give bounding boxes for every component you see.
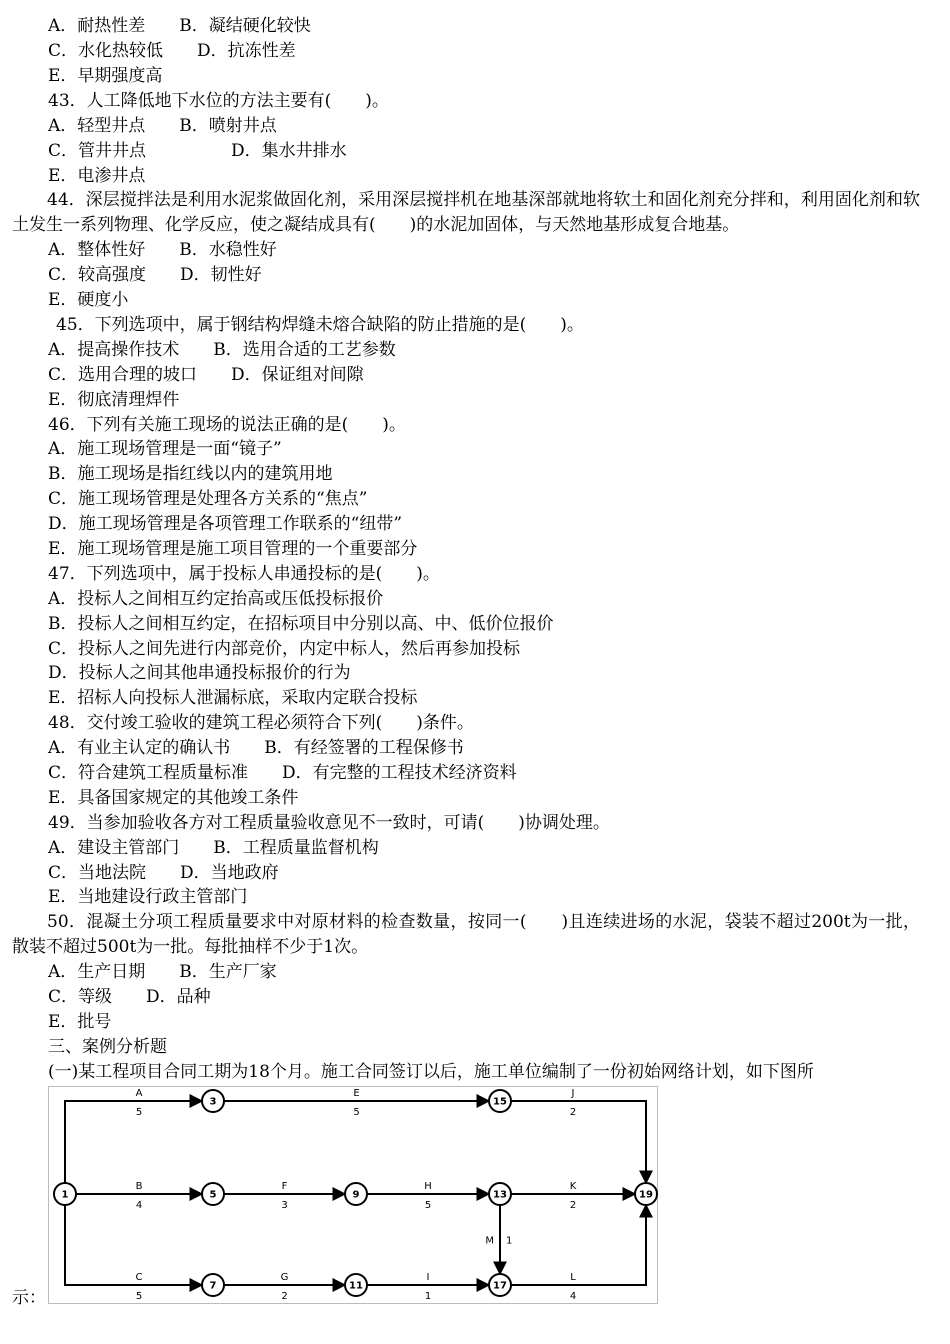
node-number: 15 bbox=[493, 1096, 507, 1108]
text-line: E．电渗井点 bbox=[48, 166, 146, 186]
text-line: A．施工现场管理是一面“镜子” bbox=[48, 439, 282, 459]
activity-label: L bbox=[570, 1272, 576, 1283]
text-line: D．施工现场管理是各项管理工作联系的“纽带” bbox=[48, 514, 403, 534]
activity-duration: 1 bbox=[424, 1291, 432, 1302]
activity-label: J bbox=[571, 1088, 575, 1099]
activity-label: I bbox=[426, 1272, 430, 1283]
node-number: 7 bbox=[209, 1280, 217, 1292]
network-node-9 bbox=[345, 1183, 367, 1205]
text-line: E．硬度小 bbox=[48, 290, 129, 310]
activity-label: F bbox=[281, 1181, 288, 1192]
node-number: 11 bbox=[349, 1280, 363, 1292]
activity-duration: 5 bbox=[135, 1291, 143, 1302]
text-line: A．生产日期 B．生产厂家 bbox=[48, 962, 277, 982]
text-line: C．选用合理的坡口 D．保证组对间隙 bbox=[48, 365, 364, 385]
text-line: 47．下列选项中，属于投标人串通投标的是( )。 bbox=[48, 564, 440, 584]
activity-label: E bbox=[353, 1088, 360, 1099]
node-number: 19 bbox=[639, 1189, 653, 1201]
activity-duration: 4 bbox=[569, 1291, 577, 1302]
text-line: D．投标人之间其他串通投标报价的行为 bbox=[48, 663, 351, 683]
activity-label: B bbox=[135, 1181, 143, 1192]
activity-duration: 2 bbox=[569, 1107, 577, 1118]
activity-duration: 2 bbox=[569, 1200, 577, 1211]
text-line: 三、案例分析题 bbox=[48, 1037, 167, 1057]
activity-duration: 2 bbox=[281, 1291, 288, 1302]
activity-label: G bbox=[280, 1272, 289, 1283]
text-line: A．轻型井点 B．喷射井点 bbox=[48, 116, 277, 136]
text-line: 46．下列有关施工现场的说法正确的是( )。 bbox=[48, 415, 406, 435]
text-line: A．耐热性差 B．凝结硬化较快 bbox=[48, 16, 311, 36]
node-number: 3 bbox=[209, 1096, 217, 1108]
activity-label: A bbox=[135, 1088, 143, 1099]
node-number: 5 bbox=[209, 1189, 217, 1201]
text-line: 48．交付竣工验收的建筑工程必须符合下列( )条件。 bbox=[48, 713, 474, 733]
text-line: C．当地法院 D．当地政府 bbox=[48, 863, 279, 883]
activity-duration: 5 bbox=[424, 1200, 432, 1211]
text-line: 49．当参加验收各方对工程质量验收意见不一致时，可请( )协调处理。 bbox=[48, 813, 610, 833]
activity-arrow-a bbox=[65, 1101, 202, 1183]
text-line: A．整体性好 B．水稳性好 bbox=[48, 240, 277, 260]
text-line: C．水化热较低 D．抗冻性差 bbox=[48, 41, 296, 61]
activity-duration: 4 bbox=[135, 1200, 143, 1211]
text-line: C．较高强度 D．韧性好 bbox=[48, 265, 262, 285]
text-line: A．投标人之间相互约定抬高或压低投标报价 bbox=[48, 589, 384, 609]
network-diagram-svg bbox=[48, 1086, 658, 1304]
text-line: E．批号 bbox=[48, 1012, 112, 1032]
node-number: 13 bbox=[493, 1189, 507, 1201]
text-line: 45．下列选项中，属于钢结构焊缝未熔合缺陷的防止措施的是( )。 bbox=[56, 315, 584, 335]
activity-duration: 3 bbox=[281, 1200, 288, 1211]
node-number: 17 bbox=[493, 1280, 507, 1292]
text-line: E．具备国家规定的其他竣工条件 bbox=[48, 788, 299, 808]
text-line: 示： bbox=[12, 1288, 46, 1308]
text-line: C．投标人之间先进行内部竞价，内定中标人，然后再参加投标 bbox=[48, 639, 521, 659]
network-node-17 bbox=[489, 1274, 511, 1296]
network-node-13 bbox=[489, 1183, 511, 1205]
activity-label: K bbox=[569, 1181, 577, 1192]
text-line: A．提高操作技术 B．选用合适的工艺参数 bbox=[48, 340, 396, 360]
text-line: A．有业主认定的确认书 B．有经签署的工程保修书 bbox=[48, 738, 464, 758]
node-number: 1 bbox=[61, 1189, 69, 1201]
network-node-7 bbox=[202, 1274, 224, 1296]
text-line: B．施工现场是指红线以内的建筑用地 bbox=[48, 464, 333, 484]
text-line: C．管井井点 D．集水井排水 bbox=[48, 141, 347, 161]
text-line: C．符合建筑工程质量标准 D．有完整的工程技术经济资料 bbox=[48, 763, 517, 783]
activity-label: M bbox=[485, 1235, 494, 1247]
activity-label: H bbox=[424, 1181, 432, 1192]
network-node-15 bbox=[489, 1090, 511, 1112]
text-line: E．招标人向投标人泄漏标底，采取内定联合投标 bbox=[48, 688, 418, 708]
activity-duration: 5 bbox=[135, 1107, 143, 1118]
text-line: C．施工现场管理是处理各方关系的“焦点” bbox=[48, 489, 368, 509]
text-line: E．当地建设行政主管部门 bbox=[48, 887, 248, 907]
text-line: E．彻底清理焊件 bbox=[48, 390, 180, 410]
network-node-19 bbox=[635, 1183, 657, 1205]
text-line: E．早期强度高 bbox=[48, 66, 163, 86]
text-line: A．建设主管部门 B．工程质量监督机构 bbox=[48, 838, 379, 858]
network-node-5 bbox=[202, 1183, 224, 1205]
node-number: 9 bbox=[352, 1189, 360, 1201]
activity-arrow-c bbox=[65, 1205, 202, 1285]
network-diagram bbox=[48, 1086, 658, 1304]
network-node-3 bbox=[202, 1090, 224, 1112]
activity-duration: 5 bbox=[353, 1107, 360, 1118]
text-line: C．等级 D．品种 bbox=[48, 987, 211, 1007]
text-line: E．施工现场管理是施工项目管理的一个重要部分 bbox=[48, 539, 418, 559]
paragraph: 50．混凝土分项工程质量要求中对原材料的检查数量，按同一( )且连续进场的水泥，袋装不超过200t为一批，散装不超过500t为一批。每批抽样不少于1次。 bbox=[12, 912, 920, 957]
network-node-11 bbox=[345, 1274, 367, 1296]
activity-duration: 1 bbox=[506, 1235, 513, 1247]
network-node-1 bbox=[54, 1183, 76, 1205]
activity-arrow-j bbox=[511, 1101, 646, 1183]
text-line: B．投标人之间相互约定，在招标项目中分别以高、中、低价位报价 bbox=[48, 614, 554, 634]
activity-arrow-l bbox=[511, 1205, 646, 1285]
text-line: 43．人工降低地下水位的方法主要有( )。 bbox=[48, 91, 389, 111]
activity-label: C bbox=[135, 1272, 143, 1283]
paragraph: 44．深层搅拌法是利用水泥浆做固化剂，采用深层搅拌机在地基深部就地将软土和固化剂充分拌和，利用固化剂和软土发生一系列物理、化学反应，使之凝结成具有( )的水泥加固体，与天然地基形成复合地基。 bbox=[12, 190, 920, 235]
case-intro: (一)某工程项目合同工期为18个月。施工合同签订以后，施工单位编制了一份初始网络计划，如下图所 bbox=[48, 1062, 814, 1082]
